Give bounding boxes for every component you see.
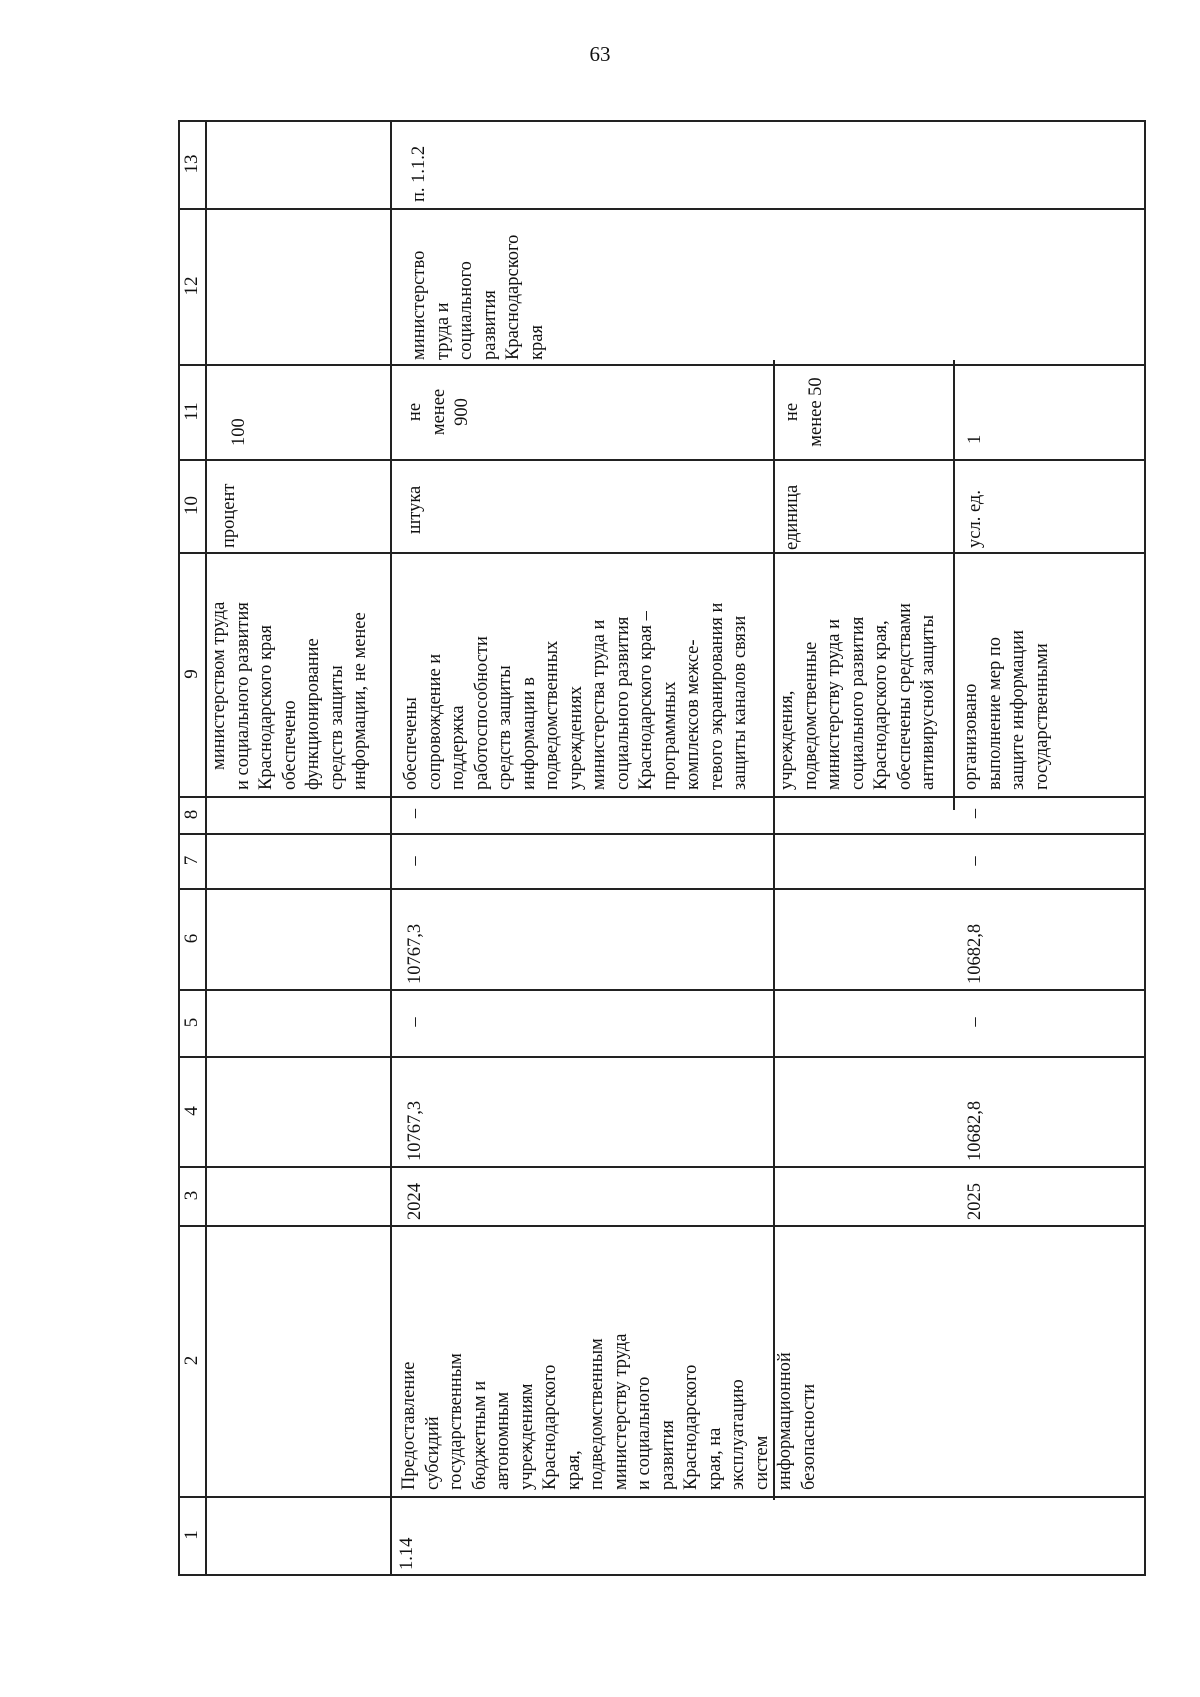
result-1-text: обеспечены сопровождение и поддержка работоспособности средств защиты информации в подведомственных учреждениях министерства труда и социального развития Краснодарского края – программных комплексов межсе- тевого экранирования и защиты каналов связи <box>401 602 750 790</box>
table-border-bottom <box>178 1574 1146 1576</box>
header-col-10: 10 <box>181 496 202 515</box>
header-col-6: 6 <box>181 933 202 944</box>
col8-2025: – <box>965 808 985 819</box>
header-col-13: 13 <box>181 154 202 174</box>
header-col-9: 9 <box>181 669 202 679</box>
separator-4-3 <box>178 1166 1146 1168</box>
col7-2024: – <box>405 856 425 866</box>
page-number: 63 <box>589 42 611 66</box>
top-row-divider <box>390 120 392 1576</box>
table-border-left <box>178 120 180 1576</box>
separator-11-10 <box>178 459 1146 461</box>
reference: п. 1.1.2 <box>409 145 429 202</box>
result-2-text: учреждения, подведомственные министерству труда и социального развития Краснодарского края, обеспечены средствами антивирусной защиты <box>777 603 938 790</box>
result-3-unit: усл. ед. <box>965 490 985 548</box>
header-col-4: 4 <box>181 1106 202 1116</box>
separator-6-5 <box>178 989 1146 991</box>
header-col-11: 11 <box>181 402 202 421</box>
col5-2025: – <box>965 1017 985 1027</box>
separator-7-6 <box>178 888 1146 890</box>
header-col-1: 1 <box>181 1530 202 1540</box>
result-3-value: 1 <box>965 434 985 444</box>
rotated-table <box>178 120 1146 1576</box>
separator-13-12 <box>178 208 1146 210</box>
col6-2025: 10682,8 <box>965 923 985 984</box>
result-3-text: организовано выполнение мер по защите информации государственными <box>961 629 1052 790</box>
result-1-unit: штука <box>405 485 425 534</box>
total-2024: 10767,3 <box>405 1100 425 1161</box>
result-2-unit: единица <box>782 484 802 550</box>
top-row-value: 100 <box>229 418 249 446</box>
col7-2025: – <box>965 856 985 866</box>
table-border-top <box>178 120 1146 122</box>
separator-12-11 <box>178 364 1146 366</box>
top-row-unit: процент <box>219 483 239 548</box>
col8-2024: – <box>405 808 425 819</box>
year-2024: 2024 <box>405 1183 425 1220</box>
total-2025: 10682,8 <box>965 1100 985 1161</box>
header-col-7: 7 <box>181 855 202 866</box>
header-col-2: 2 <box>181 1355 202 1366</box>
separator-9-8 <box>178 796 1146 798</box>
result-sub-divider <box>953 360 955 810</box>
header-col-3: 3 <box>181 1190 202 1201</box>
result-1-value: не менее 900 <box>405 388 472 436</box>
separator-2-1 <box>178 1496 1146 1498</box>
top-row-goal-text: министерством труда и социального развития Краснодарского края обеспечено функционирование средств защиты информации, не менее <box>209 601 370 790</box>
header-col-8: 8 <box>181 809 202 820</box>
col5-2024: – <box>405 1017 425 1027</box>
executor: министерство труда и социального развития Краснодарского края <box>409 234 547 360</box>
separator-8-7 <box>178 833 1146 835</box>
col6-2024: 10767,3 <box>405 923 425 984</box>
header-col-5: 5 <box>181 1017 202 1028</box>
separator-5-4 <box>178 1056 1146 1058</box>
header-col-12: 12 <box>181 276 202 296</box>
row-number: 1.14 <box>397 1537 417 1570</box>
year-2025: 2025 <box>965 1183 985 1220</box>
table-border-right <box>1144 120 1146 1576</box>
row-name: Предоставление субсидий государственным бюджетным и автономным учреждениям Краснодарского края, подведомственным министерству труда и социального развития Краснодарского края, на эксплуатацию систем информационной безопасности <box>399 1333 819 1490</box>
result-2-value: не менее 50 <box>782 377 826 447</box>
header-row-divider <box>205 120 207 1576</box>
